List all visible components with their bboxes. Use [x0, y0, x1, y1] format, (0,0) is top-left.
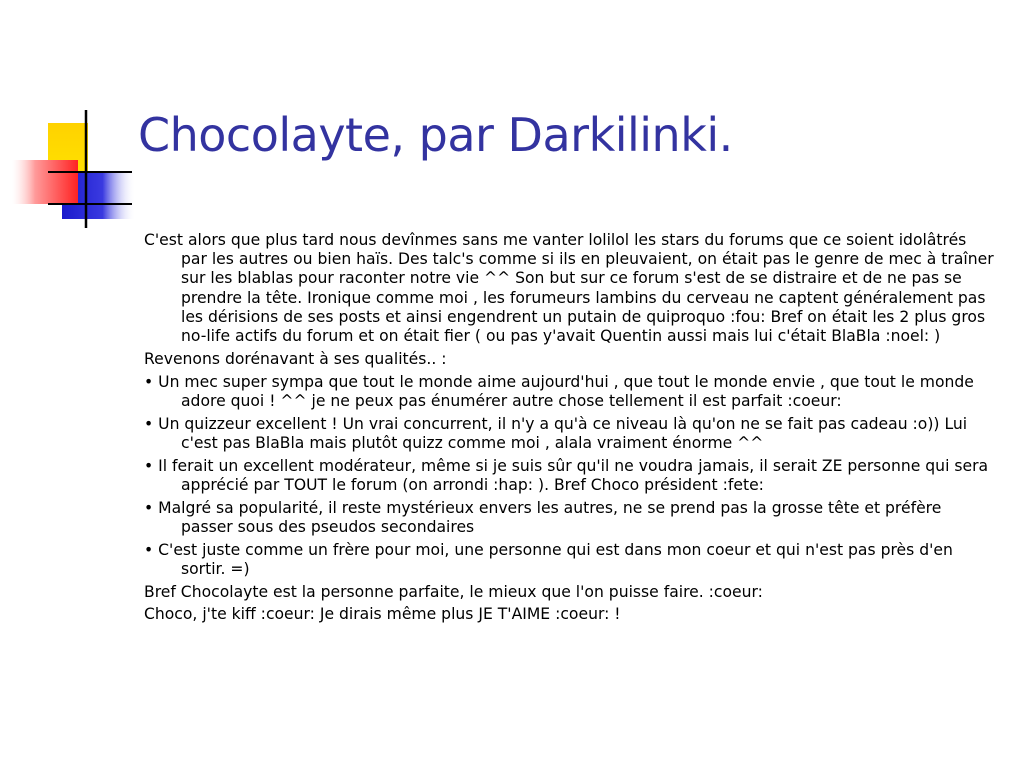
slide-body [144, 231, 996, 628]
bullet-item: • C'est juste comme un frère pour moi, une personne qui est dans mon coeur et qui n'est pas près d'en sortir. =) [144, 540, 953, 578]
bullet-item: • Un quizzeur excellent ! Un vrai concurrent, il n'y a qu'à ce niveau là qu'on ne se fait pas cadeau :o)) Lui c'est pas BlaBla mais plutôt quizz comme moi , alala vraiment énorme ^^ [144, 414, 968, 452]
slide-title: Chocolayte, par Darkilinki. [138, 108, 733, 162]
red-square [12, 160, 78, 204]
bullet-item: • Il ferait un excellent modérateur, même si je suis sûr qu'il ne voudra jamais, il serait ZE personne qui sera apprécié par TOUT le forum (on arrondi :hap: ). Bref Choco président :fete: [144, 456, 989, 494]
paragraph-closing: Choco, j'te kiff :coeur: Je dirais même plus JE T'AIME :coeur: ! [144, 605, 621, 624]
paragraph-qualities-heading: Revenons dorénavant à ses qualités.. : [144, 349, 447, 368]
decorative-corner-graphic [0, 0, 140, 240]
paragraph-intro: C'est alors que plus tard nous devînmes sans me vanter lolilol les stars du forums que ce soient idolâtrés par les autres ou bien haïs. Des talc's comme si ils en pleuvaient, on était pas le genre de mec à traîner sur les blablas pour raconter notre vie ^^ Son but sur ce forum s'est de se distraire et de ne pas se prendre la tête. Ironique comme moi , les forumeurs lambins du cerveau ne captent généralement pas les dérisions de ses posts et ainsi engendrent un putain de quiproquo :fou: Bref on était les 2 plus gros no-life actifs du forum et on était fier ( ou pas y'avait Quentin aussi mais lui c'était BlaBla :noel: ) [144, 231, 994, 346]
paragraph-conclusion: Bref Chocolayte est la personne parfaite, le mieux que l'on puisse faire. :coeur: [144, 582, 763, 601]
bullet-item: • Un mec super sympa que tout le monde aime aujourd'hui , que tout le monde envie , que tout le monde adore quoi ! ^^ je ne peux pas énumérer autre chose tellement il est parfait :coeur: [144, 372, 974, 410]
bullet-item: • Malgré sa popularité, il reste mystérieux envers les autres, ne se prend pas la grosse tête et préfère passer sous des pseudos secondaires [144, 498, 942, 536]
